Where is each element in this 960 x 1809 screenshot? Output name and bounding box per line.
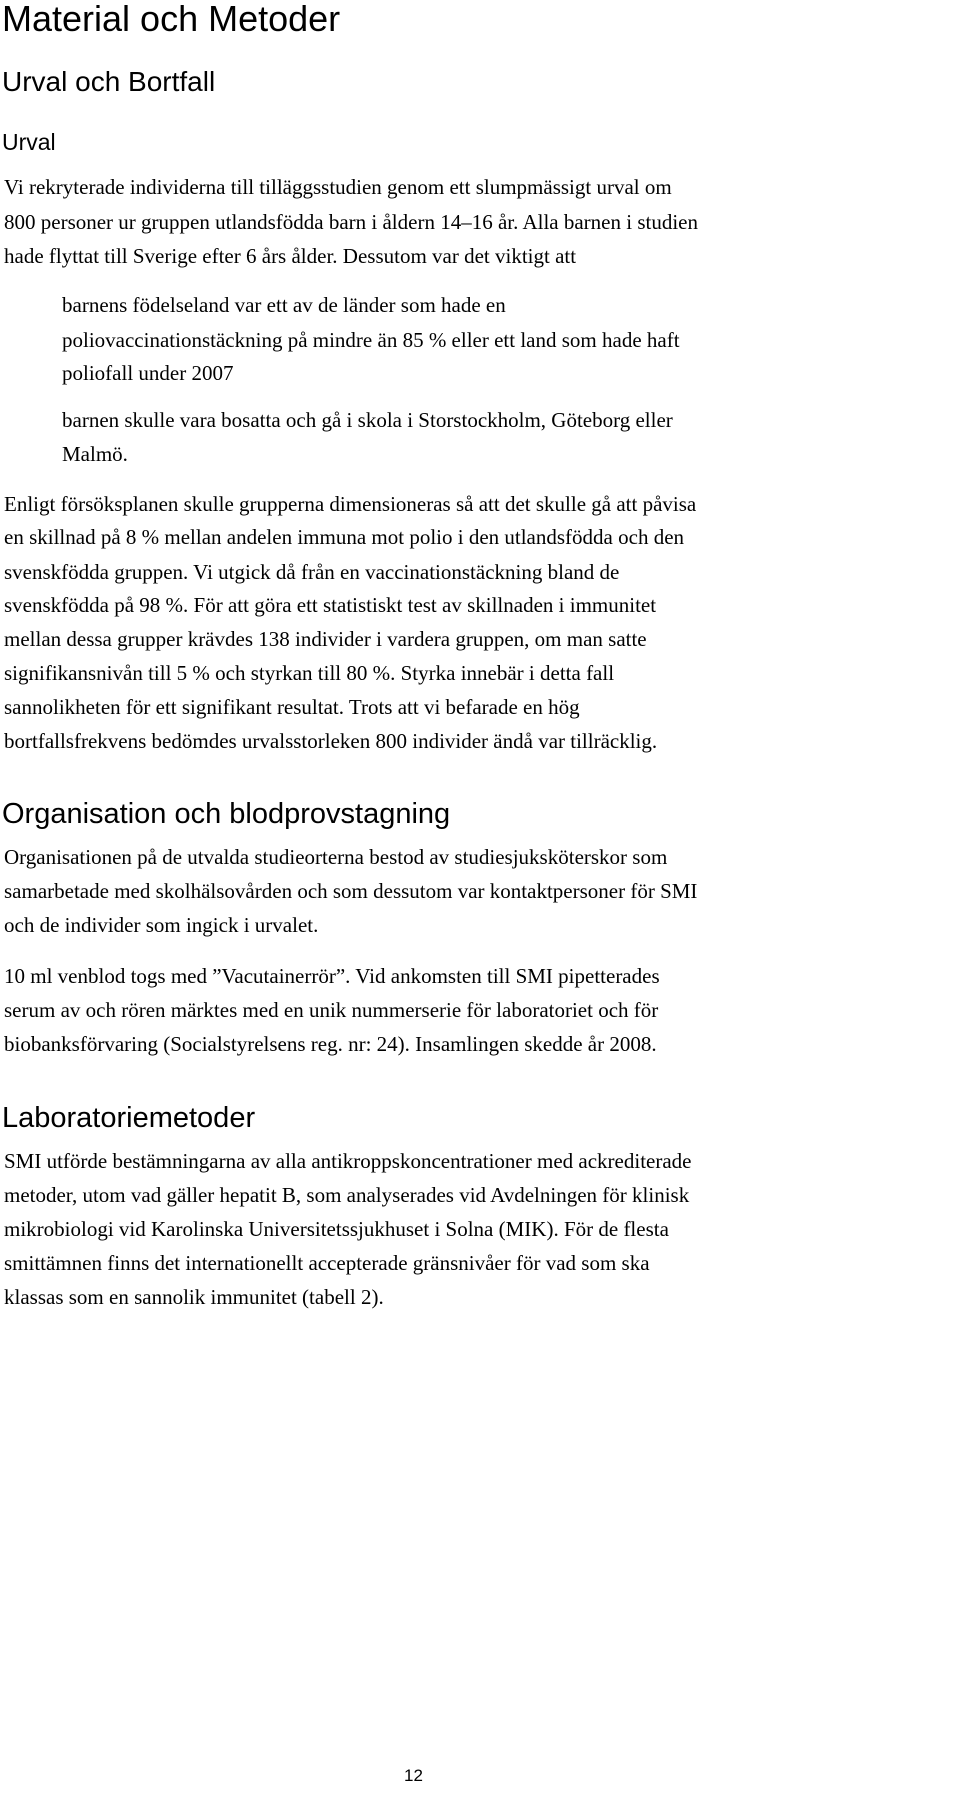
- list-item-line: Malmö.: [62, 442, 128, 466]
- text-line: Enligt försöksplanen skulle grupperna dimensioneras så att det skulle gå att påvisa: [4, 492, 697, 516]
- heading-material-och-metoder: Material och Metoder: [2, 0, 341, 39]
- heading-organisation: Organisation och blodprovstagning: [2, 798, 451, 830]
- text-line: smittämnen finns det internationellt accepterade gränsnivåer för vad som ska: [4, 1251, 650, 1275]
- text-line: och de individer som ingick i urvalet.: [4, 913, 319, 937]
- text-line: metoder, utom vad gäller hepatit B, som analyserades vid Avdelningen för klinisk: [4, 1183, 690, 1207]
- text-line: sannolikheten för ett signifikant resultat. Trots att vi befarade en hög: [4, 695, 580, 719]
- list-item-line: barnens födelseland var ett av de länder som hade en: [62, 293, 506, 317]
- text-line: signifikansnivån till 5 % och styrkan till 80 %. Styrka innebär i detta fall: [4, 661, 615, 685]
- text-line: bortfallsfrekvens bedömdes urvalsstorleken 800 individer ändå var tillräcklig.: [4, 729, 658, 753]
- list-item-line: poliovaccinationstäckning på mindre än 85 % eller ett land som hade haft: [62, 328, 680, 352]
- text-line: 800 personer ur gruppen utlandsfödda barn i åldern 14–16 år. Alla barnen i studien: [4, 210, 698, 234]
- text-line: biobanksförvaring (Socialstyrelsens reg. nr: 24). Insamlingen skedde år 2008.: [4, 1032, 657, 1056]
- page-number: 12: [404, 1766, 423, 1785]
- text-line: mellan dessa grupper krävdes 138 individer i vardera gruppen, om man satte: [4, 627, 647, 651]
- list-item-line: barnen skulle vara bosatta och gå i skola i Storstockholm, Göteborg eller: [62, 408, 673, 432]
- heading-urval: Urval: [2, 129, 56, 155]
- list-item-line: poliofall under 2007: [62, 361, 234, 385]
- text-line: SMI utförde bestämningarna av alla antikroppskoncentrationer med ackrediterade: [4, 1149, 692, 1173]
- text-line: svenskfödda gruppen. Vi utgick då från en vaccinationstäckning bland de: [4, 560, 620, 584]
- text-line: klassas som en sannolik immunitet (tabell 2).: [4, 1285, 384, 1309]
- text-line: Vi rekryterade individerna till tilläggsstudien genom ett slumpmässigt urval om: [4, 175, 672, 199]
- heading-laboratoriemetoder: Laboratoriemetoder: [2, 1102, 256, 1134]
- text-line: 10 ml venblod togs med ”Vacutainerrör”. Vid ankomsten till SMI pipetterades: [4, 964, 660, 988]
- text-line: en skillnad på 8 % mellan andelen immuna mot polio i den utlandsfödda och den: [4, 525, 685, 549]
- text-line: serum av och rören märktes med en unik nummerserie för laboratoriet och för: [4, 998, 659, 1022]
- text-line: samarbetade med skolhälsovården och som dessutom var kontaktpersoner för SMI: [4, 879, 698, 903]
- heading-urval-och-bortfall: Urval och Bortfall: [2, 66, 216, 97]
- text-line: Organisationen på de utvalda studieorterna bestod av studiesjuksköterskor som: [4, 845, 668, 869]
- text-line: hade flyttat till Sverige efter 6 års ålder. Dessutom var det viktigt att: [4, 244, 577, 268]
- text-line: svenskfödda på 98 %. För att göra ett statistiskt test av skillnaden i immunitet: [4, 593, 657, 617]
- text-line: mikrobiologi vid Karolinska Universitetssjukhuset i Solna (MIK). För de flesta: [4, 1217, 669, 1241]
